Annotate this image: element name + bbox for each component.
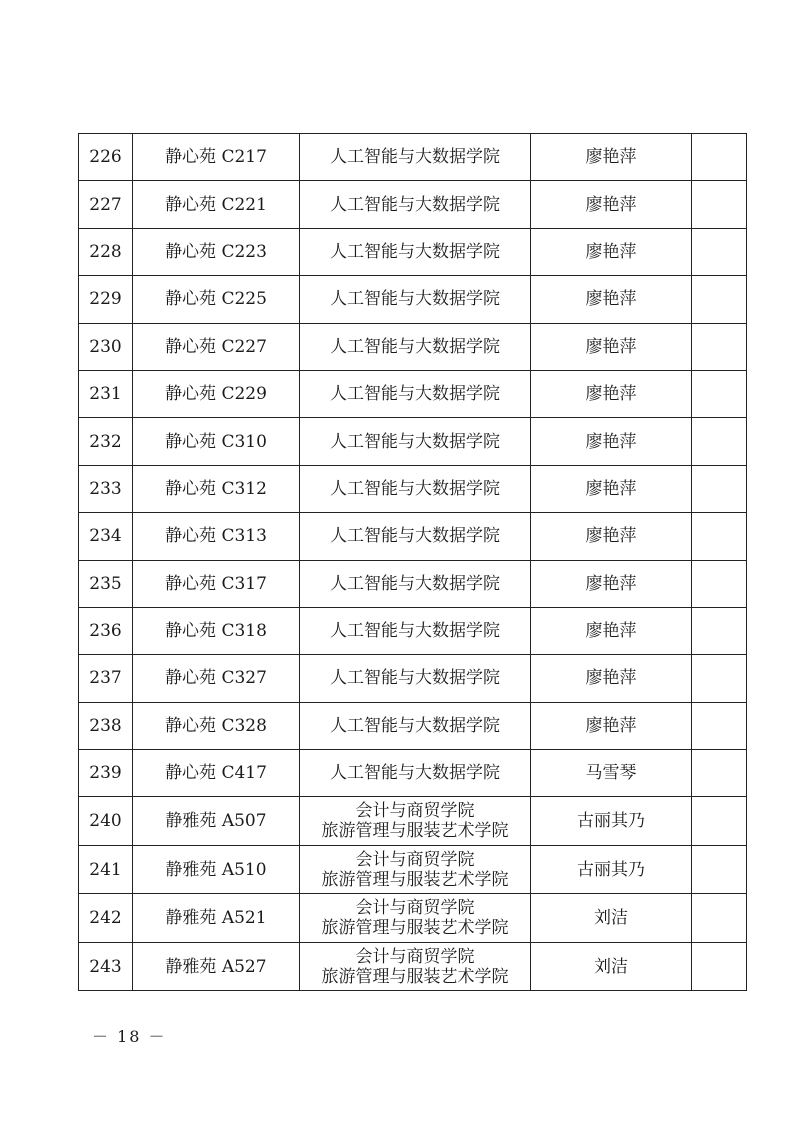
note-cell bbox=[692, 894, 747, 943]
row-number-cell: 226 bbox=[79, 134, 133, 181]
room-cell: 静雅苑 A521 bbox=[133, 894, 300, 943]
college-name: 会计与商贸学院 bbox=[355, 946, 475, 967]
row-number-cell: 242 bbox=[79, 894, 133, 943]
table-row bbox=[79, 228, 747, 275]
college-cell bbox=[300, 513, 531, 560]
college-name: 人工智能与大数据学院 bbox=[330, 194, 500, 215]
table-row bbox=[79, 465, 747, 512]
note-cell bbox=[692, 750, 747, 797]
row-number-cell: 233 bbox=[79, 465, 133, 512]
room-cell: 静心苑 C313 bbox=[133, 513, 300, 560]
note-cell bbox=[692, 228, 747, 275]
room-cell: 静雅苑 A507 bbox=[133, 797, 300, 846]
college-name: 人工智能与大数据学院 bbox=[330, 147, 500, 168]
table-row bbox=[79, 276, 747, 323]
college-name: 人工智能与大数据学院 bbox=[330, 573, 500, 594]
row-number-cell: 231 bbox=[79, 370, 133, 417]
row-number-cell: 240 bbox=[79, 797, 133, 846]
room-cell: 静心苑 C328 bbox=[133, 702, 300, 749]
teacher-cell: 廖艳萍 bbox=[531, 323, 692, 370]
college-name: 人工智能与大数据学院 bbox=[330, 336, 500, 357]
table-row bbox=[79, 750, 747, 797]
note-cell bbox=[692, 797, 747, 846]
college-cell bbox=[300, 134, 531, 181]
row-number-cell: 227 bbox=[79, 181, 133, 228]
college-name: 会计与商贸学院 bbox=[355, 801, 475, 822]
note-cell bbox=[692, 370, 747, 417]
college-name: 人工智能与大数据学院 bbox=[330, 384, 500, 405]
table-row bbox=[79, 418, 747, 465]
college-cell bbox=[300, 942, 531, 991]
college-name: 人工智能与大数据学院 bbox=[330, 431, 500, 452]
college-cell bbox=[300, 655, 531, 702]
row-number-cell: 239 bbox=[79, 750, 133, 797]
room-cell: 静心苑 C312 bbox=[133, 465, 300, 512]
teacher-cell: 廖艳萍 bbox=[531, 418, 692, 465]
room-cell: 静心苑 C417 bbox=[133, 750, 300, 797]
row-number-cell: 238 bbox=[79, 702, 133, 749]
teacher-cell: 廖艳萍 bbox=[531, 655, 692, 702]
teacher-cell: 廖艳萍 bbox=[531, 134, 692, 181]
row-number-cell: 237 bbox=[79, 655, 133, 702]
college-name: 人工智能与大数据学院 bbox=[330, 289, 500, 310]
teacher-cell: 马雪琴 bbox=[531, 750, 692, 797]
row-number-cell: 243 bbox=[79, 942, 133, 991]
note-cell bbox=[692, 513, 747, 560]
note-cell bbox=[692, 845, 747, 894]
college-name: 旅游管理与服装艺术学院 bbox=[321, 821, 509, 842]
note-cell bbox=[692, 655, 747, 702]
teacher-cell: 廖艳萍 bbox=[531, 181, 692, 228]
row-number-cell: 235 bbox=[79, 560, 133, 607]
room-cell: 静心苑 C223 bbox=[133, 228, 300, 275]
row-number-cell: 229 bbox=[79, 276, 133, 323]
row-number-cell: 236 bbox=[79, 607, 133, 654]
room-cell: 静心苑 C310 bbox=[133, 418, 300, 465]
teacher-cell: 古丽其乃 bbox=[531, 845, 692, 894]
room-cell: 静心苑 C227 bbox=[133, 323, 300, 370]
row-number-cell: 228 bbox=[79, 228, 133, 275]
teacher-cell: 古丽其乃 bbox=[531, 797, 692, 846]
table-row bbox=[79, 797, 747, 846]
room-cell: 静心苑 C327 bbox=[133, 655, 300, 702]
table-body bbox=[79, 134, 747, 991]
table-row bbox=[79, 370, 747, 417]
college-name: 会计与商贸学院 bbox=[355, 849, 475, 870]
page-number: － 18 － bbox=[92, 1027, 167, 1046]
table-row bbox=[79, 134, 747, 181]
table-row bbox=[79, 560, 747, 607]
college-cell bbox=[300, 465, 531, 512]
note-cell bbox=[692, 607, 747, 654]
college-name: 人工智能与大数据学院 bbox=[330, 526, 500, 547]
college-cell bbox=[300, 370, 531, 417]
college-name: 人工智能与大数据学院 bbox=[330, 621, 500, 642]
table-row bbox=[79, 607, 747, 654]
room-cell: 静心苑 C317 bbox=[133, 560, 300, 607]
table-row bbox=[79, 181, 747, 228]
college-cell bbox=[300, 702, 531, 749]
row-number-cell: 234 bbox=[79, 513, 133, 560]
teacher-cell: 廖艳萍 bbox=[531, 560, 692, 607]
table-row bbox=[79, 702, 747, 749]
room-cell: 静心苑 C225 bbox=[133, 276, 300, 323]
note-cell bbox=[692, 181, 747, 228]
table-row bbox=[79, 845, 747, 894]
teacher-cell: 刘洁 bbox=[531, 942, 692, 991]
table-row bbox=[79, 894, 747, 943]
room-cell: 静雅苑 A510 bbox=[133, 845, 300, 894]
college-cell bbox=[300, 845, 531, 894]
note-cell bbox=[692, 702, 747, 749]
room-cell: 静心苑 C229 bbox=[133, 370, 300, 417]
row-number-cell: 232 bbox=[79, 418, 133, 465]
note-cell bbox=[692, 418, 747, 465]
college-name: 旅游管理与服装艺术学院 bbox=[321, 869, 509, 890]
college-name: 人工智能与大数据学院 bbox=[330, 478, 500, 499]
note-cell bbox=[692, 560, 747, 607]
note-cell bbox=[692, 134, 747, 181]
row-number-cell: 230 bbox=[79, 323, 133, 370]
table-row bbox=[79, 323, 747, 370]
college-cell bbox=[300, 323, 531, 370]
note-cell bbox=[692, 276, 747, 323]
college-cell bbox=[300, 607, 531, 654]
college-name: 人工智能与大数据学院 bbox=[330, 668, 500, 689]
teacher-cell: 刘洁 bbox=[531, 894, 692, 943]
college-name: 旅游管理与服装艺术学院 bbox=[321, 918, 509, 939]
college-cell bbox=[300, 797, 531, 846]
teacher-cell: 廖艳萍 bbox=[531, 370, 692, 417]
room-cell: 静心苑 C221 bbox=[133, 181, 300, 228]
college-cell bbox=[300, 418, 531, 465]
college-name: 会计与商贸学院 bbox=[355, 898, 475, 919]
college-cell bbox=[300, 560, 531, 607]
table-row bbox=[79, 942, 747, 991]
teacher-cell: 廖艳萍 bbox=[531, 465, 692, 512]
college-name: 旅游管理与服装艺术学院 bbox=[321, 966, 509, 987]
table-row bbox=[79, 655, 747, 702]
teacher-cell: 廖艳萍 bbox=[531, 607, 692, 654]
note-cell bbox=[692, 942, 747, 991]
room-cell: 静心苑 C318 bbox=[133, 607, 300, 654]
teacher-cell: 廖艳萍 bbox=[531, 228, 692, 275]
teacher-cell: 廖艳萍 bbox=[531, 276, 692, 323]
college-name: 人工智能与大数据学院 bbox=[330, 715, 500, 736]
teacher-cell: 廖艳萍 bbox=[531, 702, 692, 749]
table-row bbox=[79, 513, 747, 560]
college-cell bbox=[300, 894, 531, 943]
college-cell bbox=[300, 276, 531, 323]
college-name: 人工智能与大数据学院 bbox=[330, 763, 500, 784]
teacher-cell: 廖艳萍 bbox=[531, 513, 692, 560]
college-cell bbox=[300, 181, 531, 228]
college-name: 人工智能与大数据学院 bbox=[330, 241, 500, 262]
note-cell bbox=[692, 465, 747, 512]
row-number-cell: 241 bbox=[79, 845, 133, 894]
room-cell: 静雅苑 A527 bbox=[133, 942, 300, 991]
note-cell bbox=[692, 323, 747, 370]
college-cell bbox=[300, 750, 531, 797]
room-cell: 静心苑 C217 bbox=[133, 134, 300, 181]
college-cell bbox=[300, 228, 531, 275]
dormitory-table bbox=[78, 133, 747, 991]
